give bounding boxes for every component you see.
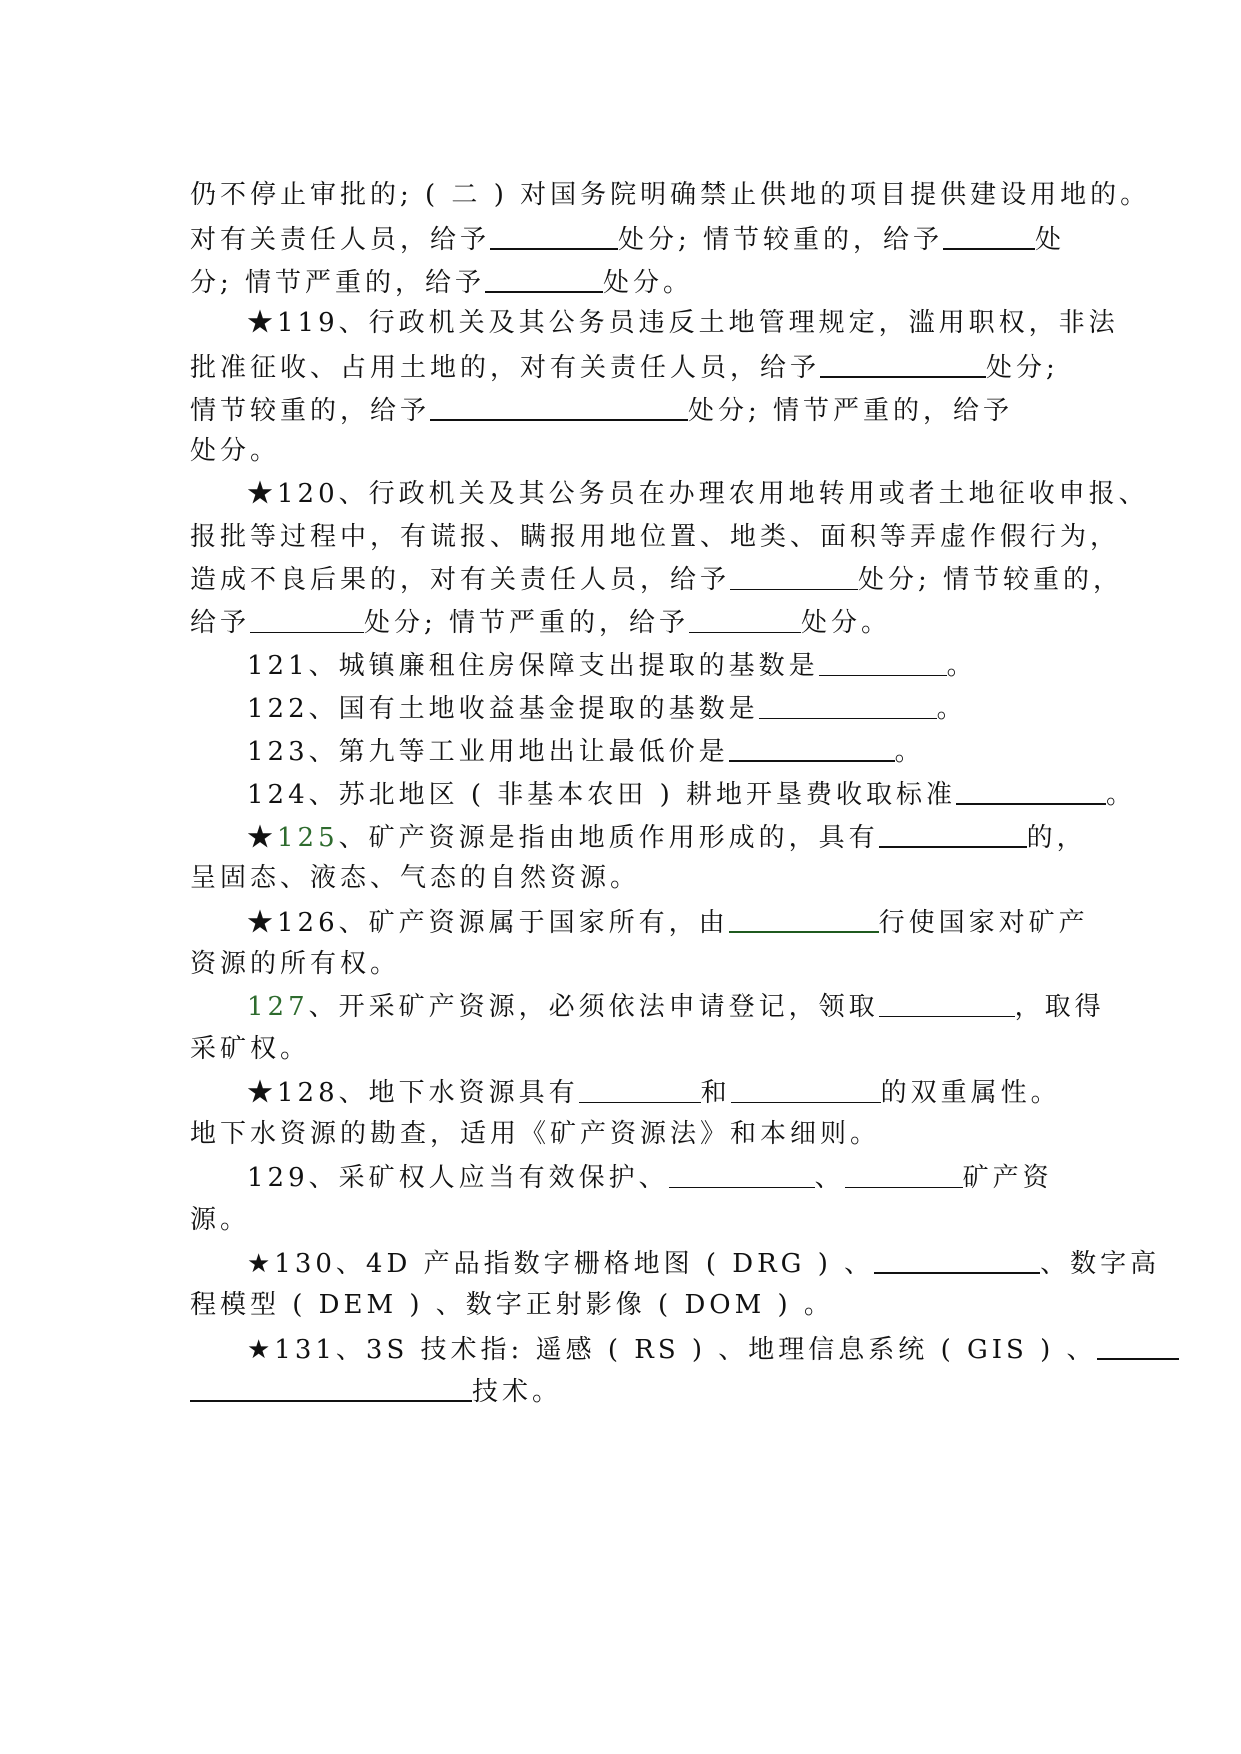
q128-text: ★128、地下水资源具有 — [247, 1078, 579, 1108]
q122-text: 122、国有土地收益基金提取的基数是 — [247, 694, 759, 724]
q126-text: 资源的所有权。 — [190, 949, 401, 979]
q128-text: 地下水资源的勘查，适用《矿产资源法》和本细则。 — [190, 1119, 881, 1149]
q128-line2 — [190, 1114, 880, 1154]
q119-line1 — [247, 303, 1119, 343]
q120-text: 给予 — [190, 608, 251, 638]
answer-blank[interactable] — [669, 1157, 815, 1188]
answer-blank[interactable] — [956, 773, 1106, 805]
q125-text: 、矿产资源是指由地质作用形成的，具有 — [338, 823, 879, 853]
q124-line1 — [247, 773, 1136, 813]
q127-text: ，取得 — [1014, 992, 1105, 1022]
q123-line1 — [247, 730, 925, 770]
q130-text: 程模型 ( DEM ) 、数字正射影像 ( DOM ) 。 — [190, 1290, 834, 1320]
q121-text: 121、城镇廉租住房保障支出提取的基数是 — [247, 651, 819, 681]
q129-line2 — [190, 1200, 250, 1240]
answer-blank[interactable] — [490, 218, 618, 250]
q120-text: 处分。 — [801, 608, 892, 638]
q125-text: 呈固态、液态、气态的自然资源。 — [190, 863, 641, 893]
answer-blank[interactable] — [759, 688, 937, 719]
q125-line2 — [190, 858, 640, 898]
q129-text: 、 — [814, 1163, 845, 1193]
q126-text: 行使国家对矿产 — [878, 908, 1089, 938]
q128-line1 — [247, 1072, 1061, 1112]
q128-text: 的双重属性。 — [880, 1078, 1061, 1108]
q131-line2 — [190, 1370, 562, 1410]
q119-line3 — [190, 389, 1013, 429]
q124-text: 124、苏北地区 ( 非基本农田 ) 耕地开垦费收取标准 — [247, 780, 956, 810]
q120-line3 — [190, 559, 1123, 599]
q119-line2 — [190, 346, 1059, 386]
q120-line2 — [190, 517, 1120, 557]
q125-number: 125 — [277, 823, 339, 853]
q119-text: ★119、行政机关及其公务员违反土地管理规定，滥用职权，非法 — [247, 308, 1119, 338]
q127-line1 — [247, 986, 1105, 1026]
q118-text: 处 — [1035, 225, 1066, 255]
q130-text: ★130、4D 产品指数字栅格地图 ( DRG ) 、 — [247, 1249, 875, 1279]
q131-text: 技术。 — [472, 1377, 563, 1407]
q129-text: 129、采矿权人应当有效保护、 — [247, 1163, 669, 1193]
q118-text: 分; 情节严重的，给予 — [190, 268, 486, 298]
answer-blank[interactable] — [730, 559, 858, 590]
answer-blank[interactable] — [430, 389, 688, 421]
answer-blank[interactable] — [689, 602, 801, 633]
q118-line2 — [190, 218, 1065, 258]
q125-line1 — [247, 816, 1087, 856]
answer-blank[interactable] — [250, 602, 364, 633]
answer-blank[interactable] — [1097, 1328, 1179, 1360]
q126-line2 — [190, 944, 400, 984]
q129-text: 矿产资 — [962, 1163, 1053, 1193]
q121-line1 — [247, 645, 977, 685]
q122-line1 — [247, 688, 967, 728]
q124-text: 。 — [1105, 780, 1136, 810]
q118-text: 对有关责任人员，给予 — [190, 225, 491, 255]
answer-blank[interactable] — [579, 1072, 701, 1103]
q119-text: 处分; 情节严重的，给予 — [688, 396, 1014, 426]
q122-text: 。 — [936, 694, 967, 724]
answer-blank[interactable] — [729, 901, 879, 933]
q119-line4 — [190, 431, 280, 471]
q118-line3 — [190, 261, 693, 301]
q119-text: 批准征收、占用土地的，对有关责任人员，给予 — [190, 353, 821, 383]
q125-text: 的， — [1026, 823, 1087, 853]
q120-text: 造成不良后果的，对有关责任人员，给予 — [190, 565, 731, 595]
q130-line1 — [247, 1242, 1160, 1282]
q130-text: 、数字高 — [1040, 1249, 1161, 1279]
q119-text: 处分; — [986, 353, 1059, 383]
answer-blank[interactable] — [845, 1157, 963, 1188]
answer-blank[interactable] — [190, 1370, 472, 1402]
q126-line1 — [247, 901, 1089, 941]
q128-text: 和 — [700, 1078, 731, 1108]
q130-line2 — [190, 1285, 834, 1325]
answer-blank[interactable] — [819, 645, 947, 676]
q118-line1 — [190, 175, 1150, 215]
q131-line1 — [247, 1328, 1179, 1368]
q127-text: 采矿权。 — [190, 1034, 311, 1064]
q118-text: 处分; 情节较重的，给予 — [618, 225, 944, 255]
q129-text: 源。 — [190, 1205, 251, 1235]
q120-text: 处分; 情节较重的， — [858, 565, 1124, 595]
answer-blank[interactable] — [879, 816, 1027, 848]
q120-line1 — [247, 474, 1149, 514]
star-icon: ★ — [247, 823, 278, 853]
answer-blank[interactable] — [874, 1242, 1040, 1274]
q120-text: 报批等过程中，有谎报、瞒报用地位置、地类、面积等弄虚作假行为， — [190, 522, 1121, 552]
q127-number: 127 — [247, 992, 309, 1022]
q120-line4 — [190, 602, 891, 642]
q121-text: 。 — [946, 651, 977, 681]
q123-text: 。 — [894, 737, 925, 767]
q118-text: 仍不停止审批的; ( 二 ) 对国务院明确禁止供地的项目提供建设用地的。 — [190, 180, 1151, 210]
q126-text: ★126、矿产资源属于国家所有，由 — [247, 908, 729, 938]
q118-text: 处分。 — [603, 268, 694, 298]
q131-text: ★131、3S 技术指: 遥感 ( RS ) 、地理信息系统 ( GIS ) 、 — [247, 1335, 1097, 1365]
q127-line2 — [190, 1029, 310, 1069]
answer-blank[interactable] — [879, 986, 1015, 1017]
answer-blank[interactable] — [729, 730, 895, 762]
q120-text: ★120、行政机关及其公务员在办理农用地转用或者土地征收申报、 — [247, 479, 1149, 509]
q119-text: 情节较重的，给予 — [190, 396, 431, 426]
answer-blank[interactable] — [943, 218, 1035, 250]
answer-blank[interactable] — [731, 1072, 881, 1103]
q127-text: 、开采矿产资源，必须依法申请登记，领取 — [308, 992, 879, 1022]
q120-text: 处分; 情节严重的，给予 — [364, 608, 690, 638]
answer-blank[interactable] — [485, 261, 603, 293]
q129-line1 — [247, 1157, 1053, 1197]
q123-text: 123、第九等工业用地出让最低价是 — [247, 737, 729, 767]
answer-blank[interactable] — [820, 346, 986, 378]
q119-text: 处分。 — [190, 436, 281, 466]
